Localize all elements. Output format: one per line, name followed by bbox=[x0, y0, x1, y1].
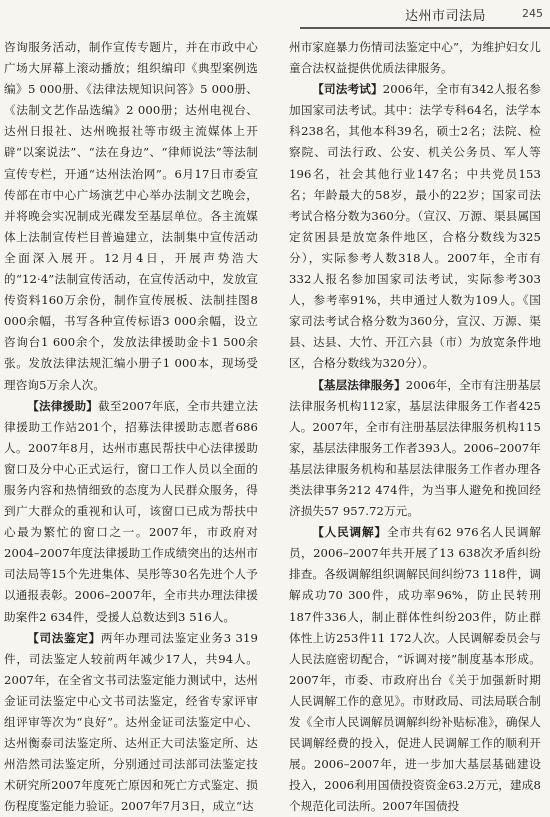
section-keyword-judicial-appraisal: 【司法鉴定】 bbox=[27, 630, 101, 645]
paragraph-text: 截至2007年底，全市共建立法律援助工作站201个，招募法律援助志愿者686人。2007年8月，达州市惠民帮扶中心法律援助窗口及分中心正式运行，窗口工作人员以全面的服务内容和热情细致的态度为人民群众服务，得到广大群众的重视和认可，该窗口已成为帮扶中心最为繁忙的窗口之一。2007年，市政府对2004–2007年度法律援助工作成绩突出的达州市司法局等15个先进集体、吴彤等30名先进个人予以通报表彰。2006–2007年，全市共办理法律援助案件2 634件，受援人总数达到3 516人。 bbox=[4, 398, 258, 624]
paragraph-legal-publicity bbox=[4, 37, 258, 396]
paragraph-text: 州市家庭暴力伤情司法鉴定中心”，为维护妇女儿童合法权益提供优质法律服务。 bbox=[289, 40, 541, 76]
section-keyword-people-mediation: 【人民调解】 bbox=[312, 525, 387, 540]
page-number: 245 bbox=[522, 7, 543, 20]
paragraph-judicial-appraisal bbox=[4, 628, 258, 815]
paragraph-judicial-exam bbox=[289, 79, 541, 374]
paragraph-people-mediation bbox=[289, 522, 541, 815]
running-header-title: 达州市司法局 bbox=[405, 9, 487, 24]
paragraph-text: 全市共有62 976名人民调解员，2006–2007年共开展了13 638次矛盾纠纷排查。各级调解组织调解民间纠纷73 118件，调解成功70 300件，成功率96%，防止民转刑187件336人，制止群体性纠纷203件，防止群体性上访253件11 172人次。人民调解委员会与人民法庭密切配合，“诉调对接”制度基本形成。2007年，市委、市政府出台《关于加强新时期人民调解工作的意见》。市财政局、司法局联合制发《全市人民调解员调解纠纷补贴标准》，确保人民调解经费的投入，促进人民调解工作的顺利开展。2006–2007年，进一步加大基层基础建设投入，2006利用国债投资资金63.2万元，建成8个规范化司法所。2007年国债投 bbox=[289, 525, 541, 814]
paragraph-text: 两年办理司法鉴定业务3 319件，司法鉴定人较前两年减少17人，共94人。2007年，在全省文书司法鉴定能力测试中，达州金证司法鉴定中心文书司法鉴定，经省专家评审组评审等次为“良好”。达州金证司法鉴定中心、达州衡泰司法鉴定所、达州正大司法鉴定所、达州浩然司法鉴定所，分别通过司法部司法鉴定技术研究所2007年度死亡原因和死亡方式鉴定、损伤程度鉴定能力验证。2007年7月3日，成立“达 bbox=[4, 630, 258, 814]
left-column bbox=[4, 37, 258, 815]
paragraph-grassroots-legal-service bbox=[289, 375, 541, 523]
section-keyword-judicial-exam: 【司法考试】 bbox=[312, 82, 383, 97]
paragraph-text: 咨询服务活动，制作宣传专题片，并在市政中心广场大屏幕上滚动播放；组织编印《典型案例选编》5 000册、《法律法规知识问答》5 000册、《法制文艺作品选编》2 000册；达州电视台、达州日报社、达州晚报社等市级主流媒体上开辟“以案说法”、“法在身边”、“律师说法”等法制宣传专栏，开通“达州法治网”。6月17日市委宣传部在市中心广场演艺中心举办法制文艺晚会，并将晚会实况制成光碟发至基层单位。各主流媒体上法制宣传栏目普遍建立，法制集中宣传活动全面深入展开。12月4日，开展声势浩大的“12·4”法制宣传活动，在宣传活动中，发放宣传资料160万余份，制作宣传展板、法制挂图8 000余幅，书写各种宣传标语3 000余幅，设立咨询台1 600余个，发放法律援助金卡1 500余张。发放法律法规汇编小册子1 000本，现场受理咨询5万余人次。 bbox=[4, 40, 258, 392]
section-keyword-legal-aid: 【法律援助】 bbox=[27, 398, 99, 413]
paragraph-appraisal-continued bbox=[289, 37, 541, 79]
section-keyword-grassroots-legal-service: 【基层法律服务】 bbox=[312, 377, 406, 392]
paragraph-text: 2006年，全市有342人报名参加国家司法考试。其中：法学专科64名，法学本科238名，其他本科39名，硕士2名；法院、检察院、司法行政、公安、机关公务员、军人等196名，社会其他行业147名；中共党员153名；年龄最大的58岁，最小的22岁；国家司法考试合格分数为360分。（宣汉、万源、渠县属国定贫困县是放宽条件地区，合格分数线为325分），实际参考人数318人。2007年，全市有332人报名参加国家司法考试，实际参考303人，参考率91%，共申通过人数为109人。《国家司法考试合格分数为360分，宣汉、万源、渠县、达县、大竹、开江六县（市）为放宽条件地区，合格分数线为320分）。 bbox=[289, 82, 541, 371]
page-header bbox=[0, 0, 550, 40]
right-column bbox=[289, 37, 541, 815]
paragraph-legal-aid bbox=[4, 396, 258, 628]
paragraph-text: 2006年，全市有注册基层法律服务机构112家，基层法律服务工作者425人。2007年，全市有注册基层法律服务机构115家，基层法律服务工作者393人。2006–2007年基层法律服务机构和基层法律服务工作者办理各类法律事务212 474件，为当事人避免和挽回经济损失57 957.72万元。 bbox=[289, 377, 541, 519]
header-rule bbox=[300, 27, 550, 29]
